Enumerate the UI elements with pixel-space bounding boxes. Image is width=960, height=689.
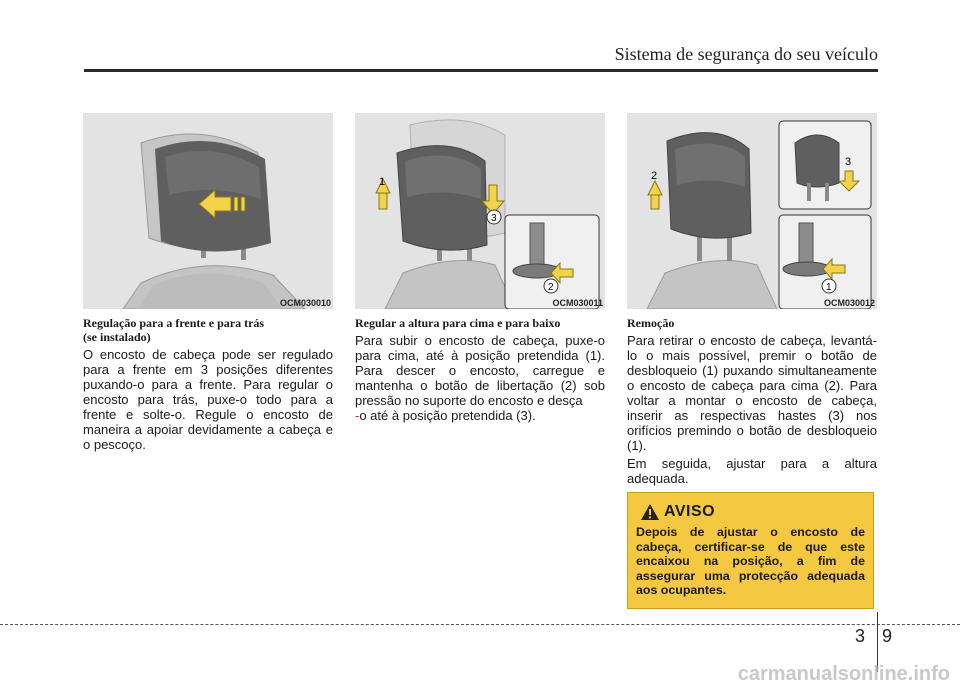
warning-title: AVISO: [664, 503, 716, 520]
footer-dashed-rule: [0, 624, 960, 625]
figure-headrest-height: [355, 113, 605, 309]
chapter-number: 3: [855, 626, 866, 646]
figure-headrest-forward: [83, 113, 333, 309]
headrest-forward-illustration: [83, 113, 333, 309]
warning-triangle-icon: [640, 503, 660, 521]
warning-header: [640, 503, 715, 521]
section-paragraph: Em seguida, ajustar para a altura adequada.: [627, 456, 877, 486]
section-paragraph: [355, 333, 605, 423]
figure-code: OCM030011: [552, 298, 603, 308]
headrest-removal-illustration: [627, 113, 877, 309]
section-heading: Regulação para a frente e para trás (se instalado): [83, 316, 265, 344]
header-rule: [84, 69, 878, 72]
page-number: 9: [882, 626, 893, 646]
svg-text:2: 2: [548, 282, 554, 293]
svg-text:2: 2: [651, 170, 658, 182]
svg-text:3: 3: [491, 213, 497, 224]
figure-headrest-removal: [627, 113, 877, 309]
section-body: [627, 333, 877, 486]
column-3: [627, 113, 877, 489]
section-paragraph: O encosto de cabeça pode ser regulado para a frente em 3 posições diferentes puxando-o para a frente. Para regular o encosto para trás, puxe-o todo para a frente e solte-o. Regule o encosto de maneira a apoiar devidamente a cabeça e o pescoço.: [83, 347, 333, 452]
headrest-height-illustration: [355, 113, 605, 309]
section-heading: Remoção: [627, 316, 675, 330]
running-header: Sistema de segurança do seu veículo: [614, 44, 878, 64]
svg-text:1: 1: [826, 282, 832, 293]
section-heading: Regular a altura para cima e para baixo: [355, 316, 561, 330]
section-body: [355, 333, 605, 423]
figure-code: OCM030010: [279, 298, 331, 308]
section-body: [83, 347, 333, 452]
warning-box: [627, 492, 874, 609]
column-2: [355, 113, 605, 426]
callout-1: 1: [379, 176, 386, 188]
figure-code: OCM030012: [823, 298, 875, 308]
watermark: carmanualsonline.info: [737, 663, 950, 685]
hyphen-mark: -: [355, 408, 360, 423]
paragraph-end: o até à posição pretendida (3).: [359, 408, 536, 423]
column-1: [83, 113, 333, 455]
paragraph-main: Para subir o encosto de cabeça, puxe-o para cima, até à posição pretendida (1). Para descer o encosto, carregue e mantenha o botão de libertação (2) sob pressão no suporte do encosto e desça: [355, 333, 605, 408]
svg-text:3: 3: [845, 156, 852, 168]
warning-text: Depois de ajustar o encosto de cabeça, certificar-se de que este encaixou na posição, a fim de assegurar uma protecção adequada aos ocupantes.: [636, 525, 865, 598]
section-paragraph: Para retirar o encosto de cabeça, levantá-lo o mais possível, premir o botão de desbloqueio (1) puxando simultaneamente o encosto de cabeça para cima (2). Para voltar a montar o encosto de cabeça, inserir as respectivas hastes (3) nos orifícios premindo o botão de desbloqueio (1).: [627, 333, 877, 453]
